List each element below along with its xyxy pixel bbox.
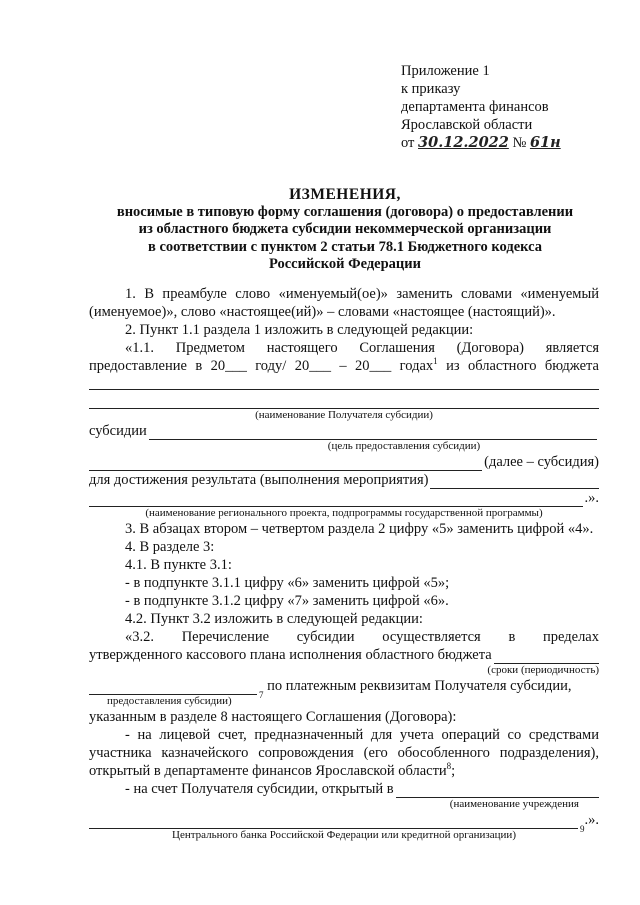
blank-provision (89, 681, 257, 695)
appendix-line-2: к приказу (401, 81, 461, 97)
paragraph-9: 4.2. Пункт 3.2 изложить в следующей редакции: (125, 611, 423, 627)
paragraph-11-end: ; (451, 763, 456, 779)
bank-account-row (89, 780, 599, 798)
title-main: ИЗМЕНЕНИЯ, (289, 186, 401, 203)
caption-provision: предоставления субсидии) (107, 695, 232, 707)
appendix-line-1: Приложение 1 (401, 63, 490, 79)
title-line-2: из областного бюджета субсидии некоммерческой организации (138, 221, 552, 237)
hereinafter-row (89, 453, 599, 471)
blank-purpose (149, 426, 597, 440)
personal-account-text: - на лицевой счет, предназначенный для учета операций со средствами участника казначейского сопровождения (его обособленного подразделения), открытый в департаменте финансов Ярославской области (89, 727, 599, 779)
blank-line-2 (89, 394, 599, 409)
end-mark-2: .». (584, 812, 599, 828)
end-mark: .». (584, 490, 599, 506)
handwritten-number: 61н (529, 134, 561, 151)
budget-row (89, 646, 599, 664)
caption-purpose: (цель предоставления субсидии) (327, 440, 481, 452)
blank-project (89, 493, 583, 507)
caption-institution: (наименование учреждения (449, 798, 579, 810)
title-line-4: Российской Федерации (268, 256, 421, 272)
bank-account-text: - на счет Получателя субсидии, открытый в (125, 781, 394, 797)
document-title (90, 186, 600, 274)
blank-bank (89, 815, 578, 829)
footnote-1: 1 (433, 356, 438, 367)
paragraph-6: 4.1. В пункте 3.1: (125, 557, 232, 573)
title-line-3: в соответствии с пунктом 2 статьи 78.1 Бюджетного кодекса (147, 238, 543, 255)
requisites-text: по платежным реквизитам Получателя субсидии, (267, 678, 572, 694)
blank-line-3 (89, 457, 482, 471)
caption-project: (наименование регионального проекта, подпрограммы государственной программы) (145, 507, 543, 519)
appendix-line-4: Ярославской области (401, 117, 533, 133)
paragraph-5: 4. В разделе 3: (125, 539, 215, 555)
subsidy-row (89, 422, 599, 440)
paragraph-1: 1. В преамбуле слово «именуемый(ое)» заменить словами «именуемый (именуемое)», слово «настоящее(ий)» – словами «настоящее (настоящий)». (89, 286, 599, 320)
paragraph-11 (89, 726, 599, 780)
paragraph-8: - в подпункте 3.1.2 цифру «7» заменить цифрой «6». (125, 593, 449, 609)
blank-line-1 (89, 375, 599, 390)
document-body (89, 285, 599, 842)
provision-period: предоставление в 20___ году/ 20___ – 20___ годах (89, 358, 434, 374)
appendix-date-line (401, 134, 561, 152)
number-prefix: № (512, 135, 527, 151)
result-text: для достижения результата (выполнения мероприятия) (89, 472, 429, 488)
appendix-line-3: департамента финансов (401, 99, 549, 115)
paragraph-4: 3. В абзацах втором – четвертом раздела 2 цифру «5» заменить цифрой «4». (125, 521, 594, 537)
project-row (89, 489, 599, 507)
caption-bank: Центрального банка Российской Федерации или кредитной организации) (172, 829, 516, 841)
appendix-header (401, 62, 561, 152)
paragraph-10d: указанным в разделе 8 настоящего Соглашения (Договора): (89, 709, 457, 725)
budget-text: утвержденного кассового плана исполнения областного бюджета (89, 647, 492, 663)
result-row (89, 471, 599, 489)
paragraph-3b (89, 357, 599, 375)
subsidy-word: субсидии (89, 423, 147, 439)
from-prefix: от (401, 135, 415, 151)
paragraph-3a: «1.1. Предметом настоящего Соглашения (Договора) является (125, 340, 599, 356)
paragraph-2: 2. Пункт 1.1 раздела 1 изложить в следующей редакции: (125, 322, 474, 338)
blank-result (430, 475, 599, 489)
hereinafter-text: (далее – субсидия) (484, 454, 599, 470)
caption-recipient: (наименование Получателя субсидии) (255, 409, 433, 421)
blank-terms (494, 650, 599, 664)
paragraph-10a: «3.2. Перечисление субсидии осуществляется в пределах (125, 629, 599, 645)
provision-source: из областного бюджета (446, 358, 599, 374)
blank-institution (396, 784, 599, 798)
bank-row: 9 .». (89, 811, 599, 829)
footnote-8: 8 (446, 761, 452, 772)
handwritten-date: 30.12.2022 (418, 134, 509, 151)
title-line-1: вносимые в типовую форму соглашения (договора) о предоставлении (116, 203, 574, 220)
paragraph-7: - в подпункте 3.1.1 цифру «6» заменить цифрой «5»; (125, 575, 450, 591)
caption-terms: (сроки (периодичность) (487, 664, 599, 676)
requisites-row: 7 по платежным реквизитам Получателя субсидии, (89, 677, 599, 695)
